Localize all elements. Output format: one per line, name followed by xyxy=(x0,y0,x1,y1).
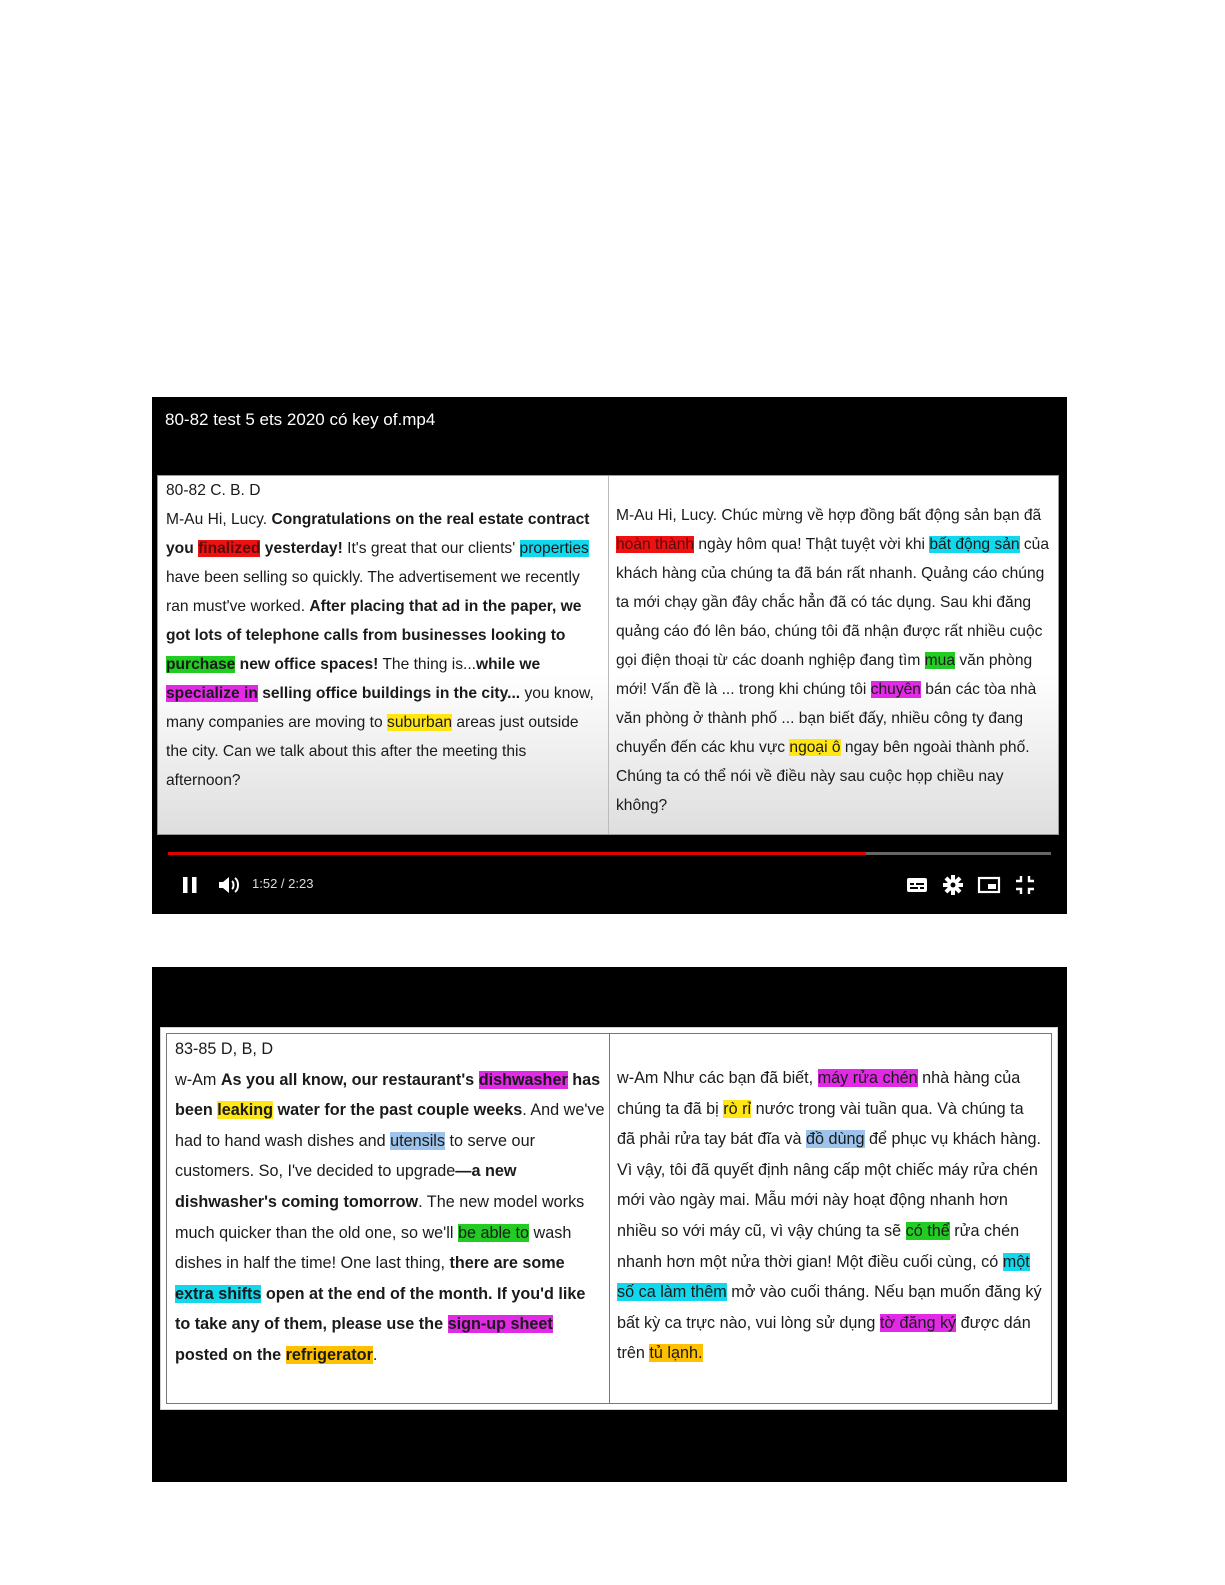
transcript-segment: để phục vụ khách hàng. Vì vậy, tôi đã quyết định nâng cấp một chiếc máy rửa chén mới vào ngày mai. Mẫu mới này hoạt động nhanh hơn nhiều so với máy cũ, vì vậy chúng ta sẽ xyxy=(617,1130,1041,1240)
transcript-segment: của khách hàng của chúng ta đã bán rất nhanh. Quảng cáo chúng ta mới chạy gần đây chắc hẳn đã có tác dụng. Sau khi đăng quảng cáo đó lên báo, chúng tôi đã nhận được rất nhiều cuộc gọi điện thoại từ các doanh nghiệp đang tìm xyxy=(616,536,1050,669)
highlighted-term: rò rỉ xyxy=(723,1099,752,1118)
transcript-segment: selling office buildings in the city... xyxy=(257,685,521,702)
vietnamese-transcript xyxy=(610,1034,1051,1403)
transcript-segment: there are some xyxy=(449,1254,565,1273)
highlighted-term: chuyên xyxy=(870,681,921,698)
highlighted-term: extra shifts xyxy=(175,1284,262,1303)
player-controls xyxy=(152,826,1067,914)
transcript-segment: posted on the xyxy=(175,1345,286,1364)
transcript-segment: The thing is... xyxy=(378,656,477,673)
transcript-segment: ngày hôm qua! Thật tuyệt vời khi xyxy=(694,536,930,553)
miniplayer-icon[interactable] xyxy=(977,876,1001,894)
transcript-segment: Congratulations on the real estate contract you xyxy=(166,511,590,557)
transcript-segment: —a new dishwasher's coming tomorrow xyxy=(175,1162,517,1211)
video-title[interactable]: 80-82 test 5 ets 2020 có key of.mp4 xyxy=(165,410,436,429)
highlighted-term: finalized xyxy=(198,540,261,557)
transcript-grid xyxy=(166,1033,1052,1404)
volume-icon[interactable] xyxy=(217,874,241,896)
highlighted-term: bất động sản xyxy=(929,536,1020,553)
settings-icon[interactable] xyxy=(942,874,964,896)
transcript-segment: M-Au Hi, Lucy. xyxy=(166,511,272,528)
highlighted-term: tủ lạnh. xyxy=(649,1344,703,1363)
transcript-segment: while we xyxy=(476,656,541,673)
transcript-segment: wash dishes in half the time! One last thing, xyxy=(175,1223,572,1273)
english-text xyxy=(175,1071,605,1364)
english-text xyxy=(166,511,594,789)
transcript-segment: areas just outside the city. Can we talk about this after the meeting this afternoon? xyxy=(166,714,579,789)
highlighted-term: leaking xyxy=(217,1101,274,1120)
highlighted-term: có thể xyxy=(905,1221,950,1240)
transcript-segment: . xyxy=(372,1345,378,1364)
highlighted-term: refrigerator xyxy=(285,1345,373,1364)
vietnamese-transcript xyxy=(609,476,1058,834)
vietnamese-text xyxy=(616,507,1049,814)
transcript-segment: After placing that ad in the paper, we got lots of telephone calls from businesses looking to xyxy=(166,598,582,644)
transcript-segment: nhà hàng của chúng ta đã bị xyxy=(617,1069,1021,1118)
transcript-table xyxy=(160,1027,1058,1410)
transcript-segment: As you all know, our restaurant's xyxy=(220,1070,479,1089)
transcript-segment: . The new model works much quicker than the old one, so we'll xyxy=(175,1192,585,1242)
vietnamese-text xyxy=(617,1069,1042,1362)
transcript-segment: rửa chén nhanh hơn một nửa thời gian! Một điều cuối cùng, có xyxy=(617,1221,1020,1271)
transcript-segment: w-Am xyxy=(175,1070,221,1089)
video-player-2[interactable] xyxy=(152,967,1067,1482)
highlighted-term: đồ dùng xyxy=(806,1130,865,1149)
transcript-segment: bán các tòa nhà văn phòng ở thành phố ... bạn biết đấy, nhiều công ty đang chuyển đến các khu vực xyxy=(616,681,1037,756)
transcript-segment: M-Au Hi, Lucy. Chúc mừng về hợp đồng bất động sản bạn đã xyxy=(616,507,1042,524)
transcript-segment: nước trong vài tuần qua. Và chúng ta đã phải rửa tay bát đĩa và xyxy=(617,1099,1024,1149)
video-player-1[interactable] xyxy=(152,397,1067,914)
highlighted-term: ngoại ô xyxy=(789,739,841,756)
highlighted-term: sign-up sheet xyxy=(447,1315,553,1334)
time-display: 1:52 / 2:23 xyxy=(252,876,314,891)
transcript-segment: yesterday! xyxy=(260,540,343,557)
highlighted-term: specialize in xyxy=(166,685,258,702)
highlighted-term: purchase xyxy=(166,656,236,673)
highlighted-term: hoàn thành xyxy=(616,536,695,553)
transcript-segment: new office spaces! xyxy=(235,656,379,673)
transcript-segment: được dán trên xyxy=(617,1313,1031,1363)
transcript-segment: has been xyxy=(175,1070,601,1120)
english-transcript xyxy=(158,476,609,834)
transcript-segment: . And we've had to hand wash dishes and xyxy=(175,1101,605,1150)
highlighted-term: mua xyxy=(924,652,956,669)
highlighted-term: suburban xyxy=(387,714,453,731)
transcript-segment: open at the end of the month. If you'd like to take any of them, please use the xyxy=(175,1284,586,1334)
transcript-segment: to serve our customers. So, I've decided to upgrade xyxy=(175,1131,535,1181)
transcript-segment: ngay bên ngoài thành phố. Chúng ta có thể nói về điều này sau cuộc họp chiều nay không? xyxy=(616,739,1030,814)
transcript-table xyxy=(157,475,1059,835)
transcript-segment: mở vào cuối tháng. Nếu bạn muốn đăng ký bất kỳ ca trực nào, vui lòng sử dụng xyxy=(617,1283,1042,1332)
transcript-segment: you know, many companies are moving to xyxy=(166,685,594,731)
progress-bar[interactable] xyxy=(168,852,1051,855)
pause-icon[interactable] xyxy=(180,874,200,896)
exit-fullscreen-icon[interactable] xyxy=(1014,874,1036,896)
highlighted-term: utensils xyxy=(390,1131,445,1150)
highlighted-term: be able to xyxy=(457,1223,530,1242)
answer-key: 80-82 C. B. D xyxy=(166,482,261,499)
answer-key: 83-85 D, B, D xyxy=(175,1040,274,1058)
transcript-segment: It's great that our clients' xyxy=(342,540,520,557)
transcript-segment: water for the past couple weeks xyxy=(273,1101,523,1120)
progress-fill xyxy=(168,852,866,855)
highlighted-term: một số ca làm thêm xyxy=(617,1252,1030,1302)
highlighted-term: tờ đăng ký xyxy=(879,1313,957,1332)
transcript-segment: have been selling so quickly. The advertisement we recently ran must've worked. xyxy=(166,569,580,615)
highlighted-term: máy rửa chén xyxy=(817,1069,918,1087)
english-transcript xyxy=(167,1034,610,1403)
transcript-segment: w-Am Như các bạn đã biết, xyxy=(617,1069,818,1087)
subtitles-icon[interactable] xyxy=(906,876,928,894)
highlighted-term: dishwasher xyxy=(478,1070,568,1089)
highlighted-term: properties xyxy=(519,540,589,557)
transcript-segment: văn phòng mới! Vấn đề là ... trong khi chúng tôi xyxy=(616,652,1033,698)
